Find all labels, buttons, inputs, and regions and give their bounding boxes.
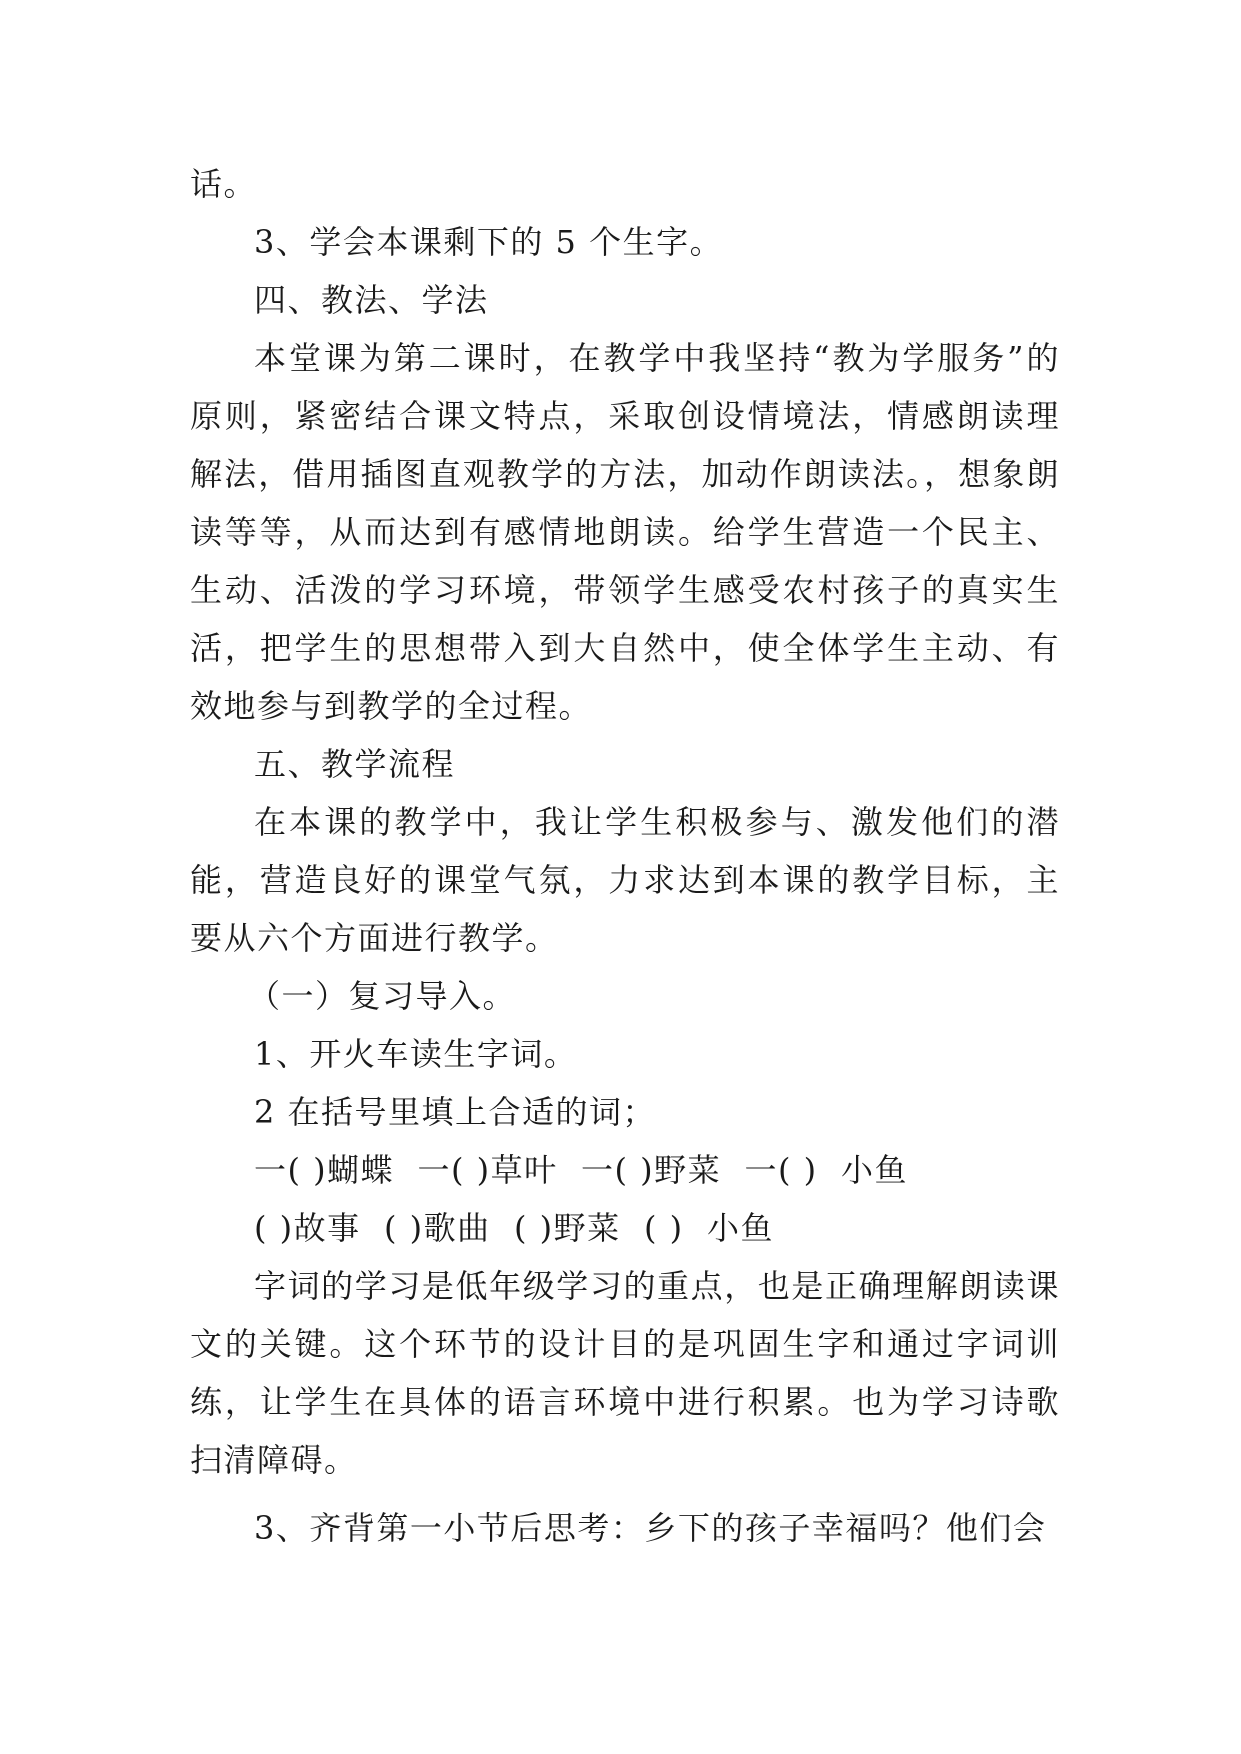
list-item-read-words: 1、开火车读生字词。: [254, 1035, 578, 1073]
paragraph-methods: 本堂课为第二课时，在教学中我坚持“教为学服务”的原则，紧密结合课文特点，采取创设情境法，情感朗读理解法，借用插图直观教学的方法，加动作朗读法。，想象朗读等等，从而达到有感情地朗读。给学生营造一个民主、生动、活泼的学习环境，带领学生感受农村孩子的真实生活，把学生的思想带入到大自然中，使全体学生主动、有效地参与到教学的全过程。: [190, 339, 1060, 725]
fill-in-row: 一( )蝴蝶 一( )草叶 一( )野菜 一( ) 小鱼: [254, 1151, 908, 1189]
list-item-fill-brackets: 2 在括号里填上合适的词；: [254, 1093, 657, 1131]
section-heading-methods: 四、教法、学法: [254, 281, 489, 319]
list-item-learn-characters: 3、学会本课剩下的 5 个生字。: [254, 223, 724, 261]
paragraph-flow: 在本课的教学中，我让学生积极参与、激发他们的潜能，营造良好的课堂气氛，力求达到本课的教学目标，主要从六个方面进行教学。: [190, 803, 1060, 957]
fill-in-row: ( )故事 ( )歌曲 ( )野菜 ( ) 小鱼: [254, 1209, 774, 1247]
subsection-heading-review: （一）复习导入。: [248, 977, 517, 1015]
list-item-recite: 3、齐背第一小节后思考：乡下的孩子幸福吗？他们会: [254, 1509, 1047, 1547]
paragraph-words: 字词的学习是低年级学习的重点，也是正确理解朗读课文的关键。这个环节的设计目的是巩固生字和通过字词训练，让学生在具体的语言环境中进行积累。也为学习诗歌扫清障碍。: [190, 1267, 1060, 1479]
section-heading-flow: 五、教学流程: [254, 745, 456, 783]
document-body: [190, 155, 1060, 1557]
text-fragment: 话。: [190, 165, 258, 203]
